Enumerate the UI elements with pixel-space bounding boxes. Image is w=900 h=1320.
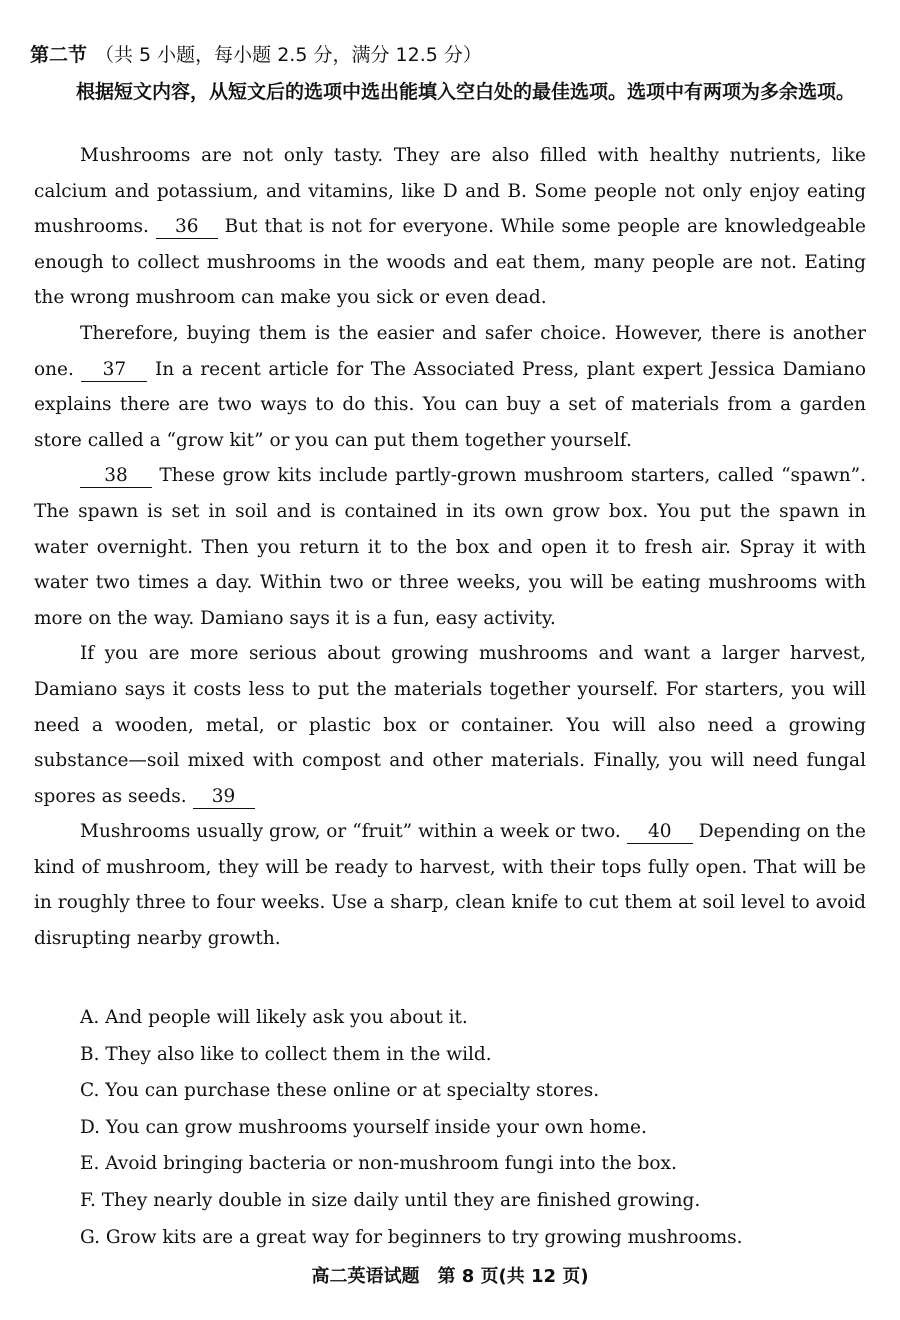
option-c: C. You can purchase these online or at specialty stores. <box>80 1080 600 1102</box>
paragraph-2 <box>34 316 866 458</box>
section-instruction: 根据短文内容，从短文后的选项中选出能填入空白处的最佳选项。选项中有两项为多余选项。 <box>76 81 856 103</box>
paragraph-4 <box>34 636 866 814</box>
option-b: B. They also like to collect them in the wild. <box>80 1043 492 1065</box>
page-footer: 高二英语试题 第 8 页(共 12 页) <box>311 1266 589 1287</box>
paragraph-text: Mushrooms usually grow, or “fruit” within a week or two. <box>80 821 627 843</box>
paragraph-text: If you are more serious about growing mushrooms and want a larger harvest, Damiano says it costs less to put the materials together yourself. For starters, you will need a wooden, metal, or plastic box or container. You will also need a growing substance—soil mixed with compost and other materials. Finally, you will need fungal spores as seeds. <box>34 643 866 807</box>
paragraph-1 <box>34 138 866 316</box>
paragraph-text: But that is not for everyone. While some people are knowledgeable enough to collect mushrooms in the woods and eat them, many people are not. Eating the wrong mushroom can make you sick or even dead. <box>34 216 866 309</box>
option-a: A. And people will likely ask you about it. <box>80 1007 468 1028</box>
paragraph-text: Depending on the kind of mushroom, they will be ready to harvest, with their tops fully open. That will be in roughly three to four weeks. Use a sharp, clean knife to cut them at soil level to avoid disrupting nearby growth. <box>34 821 866 950</box>
section-heading <box>30 40 482 67</box>
paragraph-text: Mushrooms are not only tasty. They are also filled with healthy nutrients, like calcium and potassium, and vitamins, like D and B. Some people not only enjoy eating mushrooms. <box>34 145 866 238</box>
paragraph-5 <box>34 814 866 956</box>
section-subtitle: （共 5 小题，每小题 2.5 分，满分 12.5 分） <box>95 44 482 66</box>
paragraph-text: These grow kits include partly-grown mushroom starters, called “spawn”. The spawn is set in soil and is contained in its own grow box. You put the spawn in water overnight. Then you return it to the box and open it to fresh air. Spray it with water two times a day. Within two or three weeks, you will be eating mushrooms with more on the way. Damiano says it is a fun, easy activity. <box>34 465 866 629</box>
option-e: E. Avoid bringing bacteria or non-mushroom fungi into the box. <box>80 1153 677 1175</box>
blank-39: 39 <box>193 786 255 809</box>
option-g: G. Grow kits are a great way for beginners to try growing mushrooms. <box>80 1226 743 1248</box>
paragraph-3 <box>34 458 866 636</box>
paragraph-text: In a recent article for The Associated Press, plant expert Jessica Damiano explains there are two ways to do this. You can buy a set of materials from a garden store called a “grow kit” or you can put them together yourself. <box>34 358 866 451</box>
option-f: F. They nearly double in size daily until they are finished growing. <box>80 1189 701 1211</box>
reading-passage <box>34 138 866 957</box>
blank-36: 36 <box>156 216 218 239</box>
answer-options <box>80 1000 870 1256</box>
blank-38: 38 <box>80 465 152 488</box>
blank-40: 40 <box>627 821 693 844</box>
section-title: 第二节 <box>30 44 88 66</box>
paragraph-text: Therefore, buying them is the easier and safer choice. However, there is another one. <box>34 322 866 380</box>
option-d: D. You can grow mushrooms yourself inside your own home. <box>80 1116 647 1138</box>
blank-37: 37 <box>81 359 147 382</box>
